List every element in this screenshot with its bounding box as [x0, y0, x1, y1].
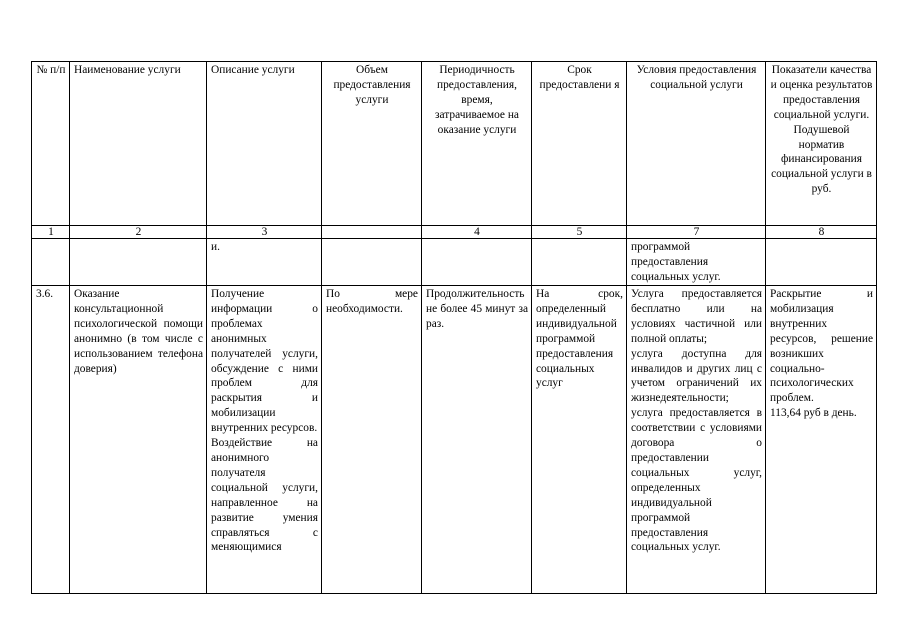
- header-quality: Показатели качества и оценка результатов предоставления социальной услуги. Подушевой норматив финансирования социальной услуги в руб.: [766, 62, 877, 226]
- header-row: [32, 62, 877, 226]
- column-number: 3: [207, 226, 322, 239]
- column-number: 5: [532, 226, 627, 239]
- cell: [70, 239, 207, 286]
- header-service-name: Наименование услуги: [70, 62, 207, 226]
- header-periodicity: Периодичность предоставления, время, затрачиваемое на оказание услуги: [422, 62, 532, 226]
- service-periodicity: Продолжительность не более 45 минут за раз.: [422, 286, 532, 594]
- column-number: [322, 226, 422, 239]
- column-number: 7: [627, 226, 766, 239]
- header-term: Срок предоставлени я: [532, 62, 627, 226]
- service-row: [32, 286, 877, 594]
- service-conditions: [627, 286, 766, 594]
- cell: [532, 239, 627, 286]
- cell: [766, 239, 877, 286]
- cell: и.: [207, 239, 322, 286]
- service-description: [207, 286, 322, 594]
- header-description: Описание услуги: [207, 62, 322, 226]
- cell: [32, 239, 70, 286]
- cell: [422, 239, 532, 286]
- continued-row: [32, 239, 877, 286]
- description-paragraph: Воздействие на анонимного получателя социальной услуги, направленное на развитие умения справляться с меняющимися: [211, 437, 318, 554]
- column-number: 4: [422, 226, 532, 239]
- service-cost: 113,64 руб в день.: [770, 407, 857, 420]
- conditions-paragraph: услуга доступна для инвалидов и других лиц с учетом ограничений их жизнедеятельности;: [631, 347, 762, 405]
- cell: [322, 239, 422, 286]
- header-conditions: Условия предоставления социальной услуги: [627, 62, 766, 226]
- cell: программой предоставления социальных услуг.: [627, 239, 766, 286]
- document-page: [31, 61, 877, 594]
- service-quality: [766, 286, 877, 594]
- social-services-table: [31, 61, 877, 594]
- conditions-paragraph: услуга предоставляется в соответствии с условиями договора о предоставлении социальных услуг, определенных индивидуальной программой предоставления социальных услуг.: [631, 407, 762, 554]
- service-name: Оказание консультационной психологической помощи анонимно (в том числе с использованием телефона доверия): [70, 286, 207, 594]
- header-number: № п/п: [32, 62, 70, 226]
- header-volume: Объем предоставления услуги: [322, 62, 422, 226]
- column-number: 2: [70, 226, 207, 239]
- service-number: 3.6.: [32, 286, 70, 594]
- column-number: 8: [766, 226, 877, 239]
- service-term: На срок, определенный индивидуальной программой предоставления социальных услуг: [532, 286, 627, 594]
- service-volume: По мере необходимости.: [322, 286, 422, 594]
- column-number-row: [32, 226, 877, 239]
- description-paragraph: Получение информации о проблемах анонимных получателей услуги, обсуждение с ними проблем для раскрытия и мобилизации внутренних ресурсов.: [211, 288, 318, 435]
- column-number: 1: [32, 226, 70, 239]
- conditions-paragraph: Услуга предоставляется бесплатно или на условиях частичной или полной оплаты;: [631, 288, 762, 345]
- quality-text: Раскрытие и мобилизация внутренних ресурсов, решение возникших социально-психологических проблем.: [770, 288, 873, 405]
